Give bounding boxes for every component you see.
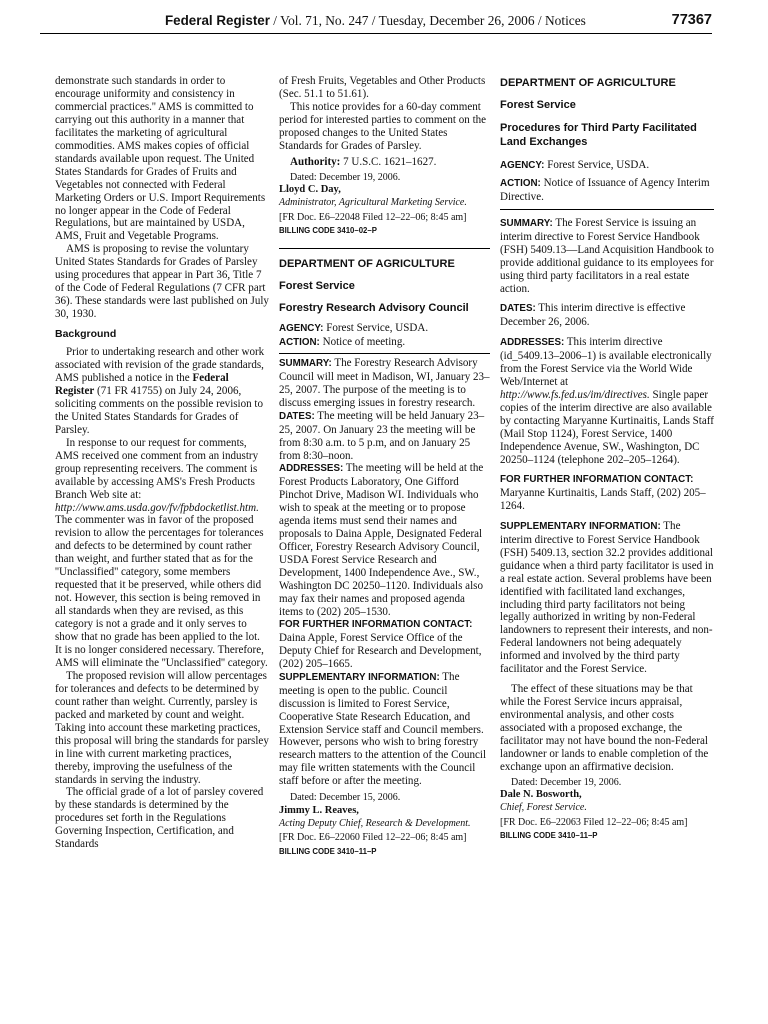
section-divider	[279, 248, 490, 249]
billing-code: BILLING CODE 3410–11–P	[279, 846, 377, 856]
dated-line: Dated: December 19, 2006.	[290, 171, 401, 183]
paragraph: The effect of these situations may be that while the Forest Service incurs appraisal, environmental analysis, and other costs associated with a proposed exchange, the facilitator may not have bound the non-Federal landowner or lands to enable completion of the exchange upon an affirmative decision.	[500, 683, 709, 773]
contact-paragraph: Maryanne Kurtinaitis, Lands Staff, (202) 205–1264.	[500, 486, 706, 512]
page-header	[40, 11, 712, 34]
section-divider	[500, 209, 714, 210]
notice-subject: Forestry Research Advisory Council	[279, 301, 469, 314]
summary-paragraph: SUMMARY: The Forest Service is issuing an interim directive to Forest Service Handbook (FSH) 5409.13—Land Acquisition Handbook to provide additional guidance to its employees for using third party facilitators in a real estate action.	[500, 216, 714, 295]
contact-label: FOR FURTHER INFORMATION CONTACT:	[500, 473, 694, 485]
action-line: ACTION: Notice of meeting.	[279, 335, 406, 348]
billing-code: BILLING CODE 3410–02–P	[279, 226, 377, 236]
dated-line: Dated: December 19, 2006.	[511, 776, 622, 788]
notice-subject: Procedures for Third Party Facilitated Land Exchanges	[500, 121, 697, 148]
paragraph: of Fresh Fruits, Vegetables and Other Products (Sec. 51.1 to 51.61).	[279, 75, 486, 100]
paragraph: demonstrate such standards in order to encourage uniformity and consistency in commercial practices.'' AMS is committed to carrying out this authority in a manner that facilitates the marketing of agricultural commodities. AMS makes copies of official standards available upon request. The United States Standards for Grades of Fruits and Vegetables not connected with Federal Marketing Orders or U.S. Import Requirements no longer appear in the Code of Federal Regulations, but are maintained by USDA, AMS, Fruit and Vegetable Programs.	[55, 75, 266, 243]
signer-title: Chief, Forest Service.	[500, 802, 587, 814]
paragraph: The official grade of a lot of parsley covered by these standards is determined by the procedures set forth in the Regulations Governing Inspection, Certification, and Standards	[55, 786, 264, 851]
issue-date: Tuesday, December 26, 2006	[378, 13, 535, 28]
fr-doc-line: [FR Doc. E6–22063 Filed 12–22–06; 8:45 am]	[500, 816, 688, 828]
contact-paragraph: Daina Apple, Forest Service Office of the Deputy Chief for Research and Development, (202) 205–1665.	[279, 631, 482, 670]
authority-label: Authority:	[290, 155, 341, 168]
ams-docket-url[interactable]: http://www.ams.usda.gov/fv/fpbdocketlist.htm.	[55, 501, 259, 514]
volume-number: Vol. 71, No. 247	[280, 13, 369, 28]
addresses-paragraph: ADDRESSES: This interim directive (id_5409.13–2006–1) is available electronically from the Forest Service via the World Wide Web/Internet at http://www.fs.fed.us/im/directives. Single paper copies of the interim directive are also available by contacting Maryanne Kurtinaitis, Lands Staff (Mail Stop 1124), Forest Service, 1400 Independence Avenue, SW., Washington, DC 20250–1124 (telephone 202–205–1264).	[500, 336, 714, 466]
agency-line: AGENCY: Forest Service, USDA.	[279, 321, 429, 334]
dates-paragraph: DATES: This interim directive is effective December 26, 2006.	[500, 302, 686, 329]
paragraph: In response to our request for comments, AMS received one comment from an industry group representing receivers. The comment is available by accessing AMS's Fresh Products Branch Web site at: http://www.ams.usda.gov/fv/fpbdocketlist.htm. The commenter was in favor of the proposed revision to allow the percentages for tolerances and defects to be determined by count rather than weight, and further stated that as for the ''Unclassified'' category, some members requested that it be preserved, while others did not. However, this section is being removed in all standards when they are revised, as this category is not a grade and it only serves to show that no grade has been applied to the lot. It is no longer considered necessary. Therefore, AMS will eliminate the ''Unclassified'' category.	[55, 436, 268, 669]
action-line: ACTION: Notice of Issuance of Agency Interim Directive.	[500, 176, 710, 203]
column-2	[279, 75, 490, 859]
billing-code: BILLING CODE 3410–11–P	[500, 831, 598, 841]
supplementary-paragraph: SUPPLEMENTARY INFORMATION: The meeting is open to the public. Council discussion is limited to Forest Service, Cooperative State Research Education, and Extension Service staff and Council members. However, persons who wish to bring forestry research matters to the attention of the Council may file written statements with the Council staff before or after the meeting.	[279, 670, 487, 788]
supplementary-paragraph: SUPPLEMENTARY INFORMATION: The interim directive to Forest Service Handbook (FSH) 5409.13, section 32.2 provides additional guidance when a third party facilitator is used in a real estate action. Several problems have been identified with facilitated land exchanges, including third party facilitators not being legally authorized in writing by non-Federal landowners to represent their interests, and non-Federal landowners not being adequately informed and involved by the third party facilitator and the Forest Service.	[500, 519, 714, 676]
dates-paragraph: DATES: The meeting will be held January 23–25, 2007. On January 23 the meeting will be from 8:30 a.m. to 5 p.m, and on January 25 from 8:30–noon.	[279, 409, 485, 462]
agency-subheading: Forest Service	[279, 280, 355, 293]
authority-line: Authority: 7 U.S.C. 1621–1627.	[290, 155, 437, 168]
section-divider	[279, 353, 490, 354]
signer-title: Administrator, Agricultural Marketing Service.	[279, 197, 467, 209]
signer-name: Jimmy L. Reaves,	[279, 804, 359, 816]
contact-label: FOR FURTHER INFORMATION CONTACT:	[279, 618, 473, 630]
department-heading: DEPARTMENT OF AGRICULTURE	[279, 258, 455, 271]
paragraph: AMS is proposing to revise the voluntary United States Standards for Grades of Parsley using procedures that appear in Part 36, Title 7 of the Code of Federal Regulations (7 CFR part 36). These standards were last published on July 30, 1930.	[55, 243, 269, 321]
department-heading: DEPARTMENT OF AGRICULTURE	[500, 77, 676, 89]
signer-title: Acting Deputy Chief, Research & Development.	[279, 817, 471, 829]
signer-name: Lloyd C. Day,	[279, 184, 341, 196]
paragraph: The proposed revision will allow percentages for tolerances and defects to be determined by count rather than weight. Currently, parsley is packed and marketed by count and weight. Taking into account these marketing practices, this proposal will bring the standards for parsley in line with current marketing practices, thereby, improving the usefulness of the standards in serving the industry.	[55, 669, 269, 786]
fr-doc-line: [FR Doc. E6–22048 Filed 12–22–06; 8:45 am]	[279, 211, 467, 223]
fr-doc-line: [FR Doc. E6–22060 Filed 12–22–06; 8:45 am]	[279, 832, 467, 844]
signer-name: Dale N. Bosworth,	[500, 789, 582, 801]
federal-register-ref: Federal Register	[55, 371, 229, 397]
summary-paragraph: SUMMARY: The Forestry Research Advisory Council will meet in Madison, WI, January 23–25, 2007. The purpose of the meeting is to discuss emerging issues in forestry research.	[279, 356, 490, 409]
section-name: Notices	[544, 13, 586, 28]
page-number: 77367	[671, 12, 712, 28]
agency-subheading: Forest Service	[500, 98, 576, 111]
directives-url[interactable]: http://www.fs.fed.us/im/directives.	[500, 389, 650, 402]
column-3	[500, 75, 714, 843]
section-heading-background: Background	[55, 328, 117, 341]
column-1	[55, 75, 269, 851]
addresses-paragraph: ADDRESSES: The meeting will be held at the Forest Products Laboratory, One Gifford Pinchot Drive, Madison WI. Individuals who wish to speak at the meeting or to propose agenda items must send their names and proposals to Daina Apple, Designated Federal Officer, Forestry Research Advisory Council, USDA Forest Service Research and Development, 1400 Independence Ave., SW., Washington DC 20250–1120. Individuals also may fax their names and proposed agenda items to (202) 205–1530.	[279, 462, 484, 618]
agency-line: AGENCY: Forest Service, USDA.	[500, 158, 650, 171]
paragraph: Prior to undertaking research and other work associated with revision of the grade standards, AMS published a notice in the Federal Register (71 FR 41755) on July 24, 2006, soliciting comments on the possible revision to the United States Standards for Grades of Parsley.	[55, 346, 265, 436]
running-head: Federal Register / Vol. 71, No. 247 / Tuesday, December 26, 2006 / Notices	[165, 13, 586, 28]
paragraph: This notice provides for a 60-day comment period for interested parties to comment on the proposed changes to the United States Standards for Grades of Parsley.	[279, 100, 487, 152]
dated-line: Dated: December 15, 2006.	[290, 792, 401, 804]
journal-title: Federal Register	[165, 13, 270, 28]
